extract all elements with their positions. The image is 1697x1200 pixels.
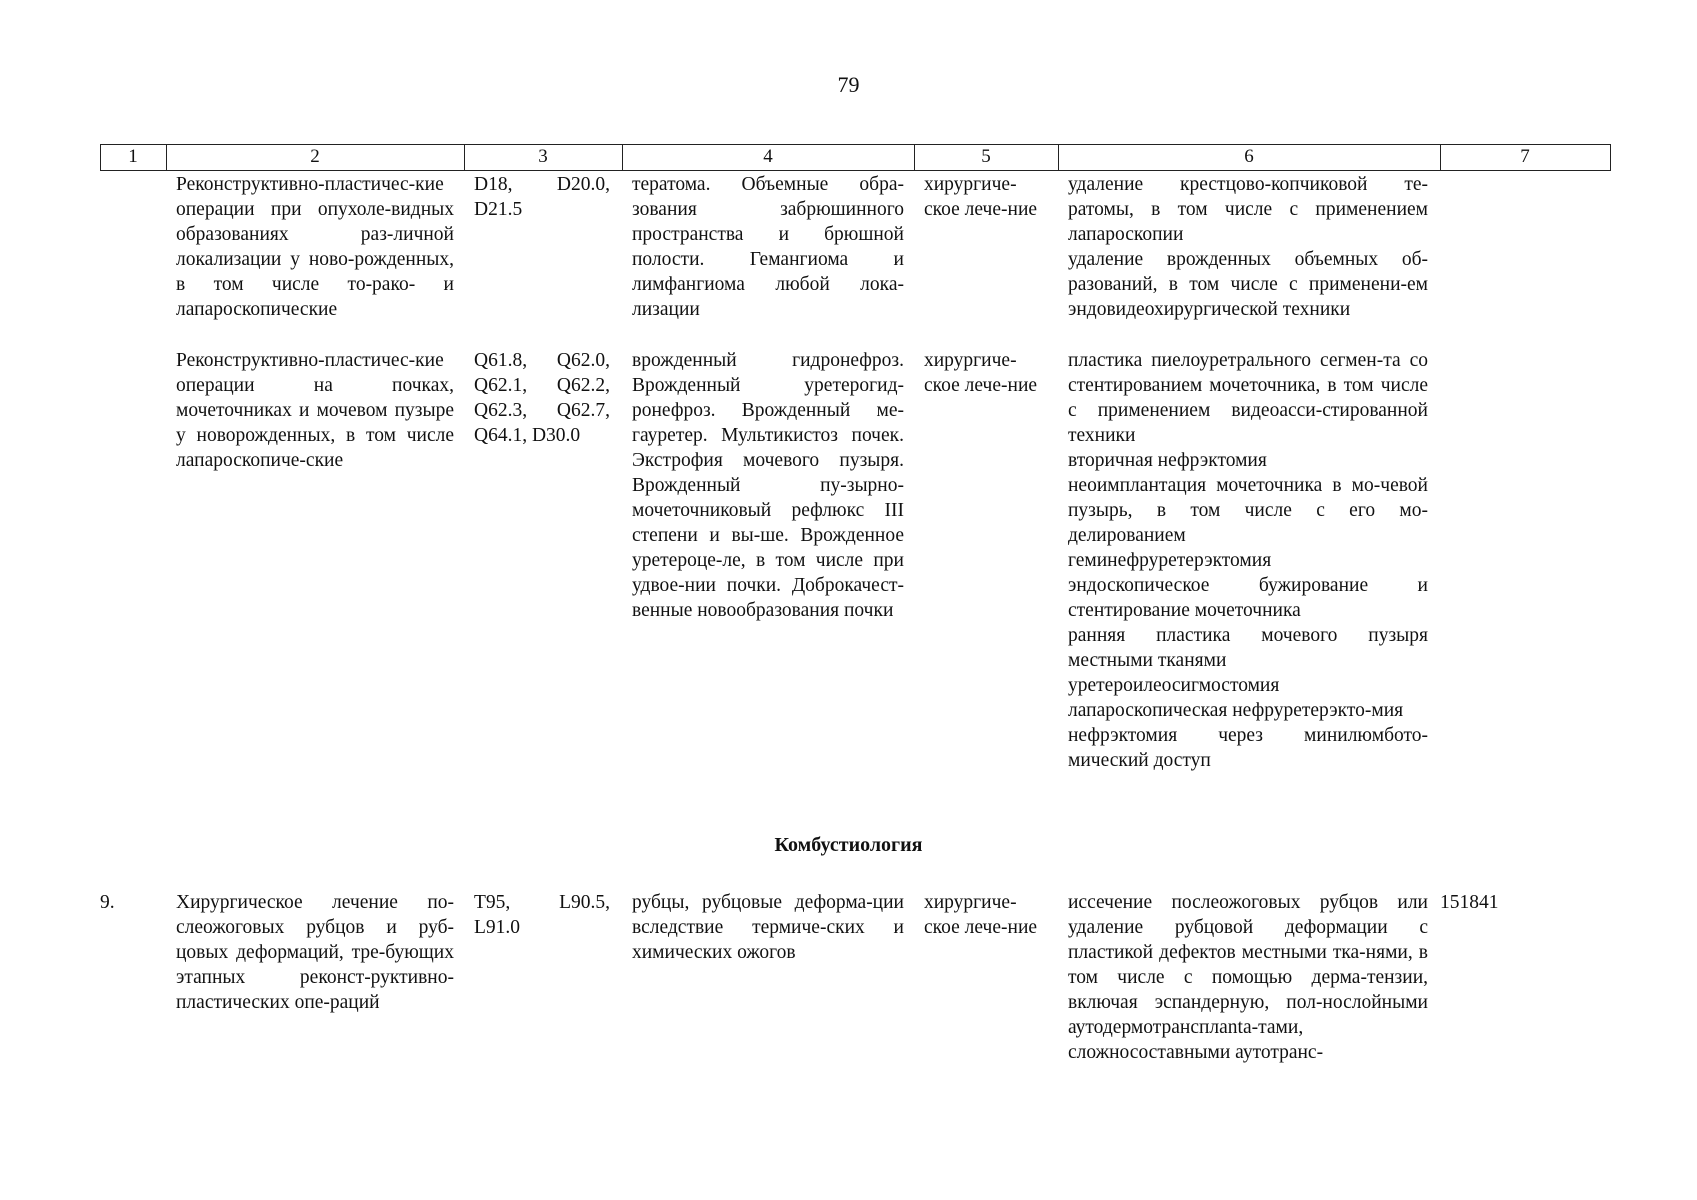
row3-method: Хирургическое лечение по-слеожоговых рубцов и руб-цовых деформаций, тре-бующих этапных реконст-руктивно-пластических опе-раций — [176, 892, 454, 1013]
header-col-4: 4 — [763, 146, 773, 167]
row2-method-item: ранняя пластика мочевого пузыря местными тканями — [1068, 625, 1428, 671]
row3-treatment-type: хирургиче-ское лече-ние — [924, 892, 1038, 938]
row2-diagnosis: врожденный гидронефроз. Врожденный уретерогид-ронефроз. Врожденный ме-гауретер. Мультикистоз почек. Экстрофия мочевого пузыря. Врожденный пу-зырно-мочеточниковый рефлюкс III степени и вы-ше. Врожденное уретероце-ле, в том числе при удвое-нии почки. Доброкачест-венные новообразования почки — [632, 350, 904, 621]
page-number: 79 — [837, 72, 860, 97]
row1-diagnosis: тератома. Объемные обра-зования забрюшинного пространства и брюшной полости. Гемангиома и лимфангиома любой лока-лизации — [632, 174, 904, 320]
row3-cost: 151841 — [1440, 892, 1499, 913]
row3-diagnosis: рубцы, рубцовые деформа-ции вследствие термиче-ских и химических ожогов — [632, 892, 904, 963]
row2-method-item: пластика пиелоуретрального сегмен-та со стентированием мочеточника, в том числе с применением видеоасси-стированной техники — [1068, 350, 1428, 446]
section-title: Комбустиология — [774, 834, 923, 856]
row1-method-item: удаление врожденных объемных об-разований, в том числе с применени-ем эндовидеохирургической техники — [1068, 249, 1428, 320]
row1-method: Реконструктивно-пластичес-кие операции при опухоле-видных образованиях раз-личной локализации у ново-рожденных, в том числе то-рако- и лапароскопические — [176, 174, 454, 320]
header-divider — [1610, 144, 1611, 170]
header-col-1: 1 — [128, 146, 138, 167]
row3-codes: T95, L90.5, L91.0 — [474, 892, 610, 938]
row2-method-item: неоимплантация мочеточника в мо-чевой пузырь, в том числе с его мо-делированием — [1068, 475, 1428, 546]
row2-method-item: уретероилеосигмостомия — [1068, 675, 1280, 696]
header-bottom-rule — [100, 170, 1611, 171]
row2-method-item: нефрэктомия через минилюмбото-мический доступ — [1068, 725, 1428, 771]
row2-method-item: эндоскопическое бужирование и стентирование мочеточника — [1068, 575, 1428, 621]
header-col-3: 3 — [538, 146, 548, 167]
header-col-7: 7 — [1520, 146, 1530, 167]
header-col-6: 6 — [1244, 146, 1254, 167]
header-col-2: 2 — [310, 146, 320, 167]
row2-method-item: лапароскопическая нефруретерэкто-мия — [1068, 700, 1404, 721]
row2-method-item: вторичная нефрэктомия — [1068, 450, 1267, 471]
row2-codes: Q61.8, Q62.0, Q62.1, Q62.2, Q62.3, Q62.7, Q64.1, D30.0 — [474, 350, 610, 446]
row1-treatment-type: хирургиче-ское лече-ние — [924, 174, 1038, 220]
row1-method-item: удаление крестцово-копчиковой те-ратомы, в том числе с применением лапароскопии — [1068, 174, 1428, 245]
row3-number: 9. — [100, 892, 115, 913]
header-col-5: 5 — [981, 146, 991, 167]
row1-codes: D18, D20.0, D21.5 — [474, 174, 610, 220]
row3-methods-list — [1068, 890, 1428, 1065]
row2-method: Реконструктивно-пластичес-кие операции на почках, мочеточниках и мочевом пузыре у новорожденных, в том числе лапароскопиче-ские — [176, 350, 454, 471]
row2-treatment-type: хирургиче-ское лече-ние — [924, 350, 1038, 396]
header-top-rule — [100, 144, 1611, 145]
row2-methods-list — [1068, 348, 1428, 773]
row1-methods-list — [1068, 172, 1428, 322]
row2-method-item: геминефруретерэктомия — [1068, 550, 1272, 571]
row3-method-item: иссечение послеожоговых рубцов или удаление рубцовой деформации с пластикой дефектов местными тка-нями, в том числе с помощью дерма-тензии, включая эспандерную, пол-нослойными аутодермотрансплanta-тами, сложносоставными аутотранс- — [1068, 892, 1428, 1063]
